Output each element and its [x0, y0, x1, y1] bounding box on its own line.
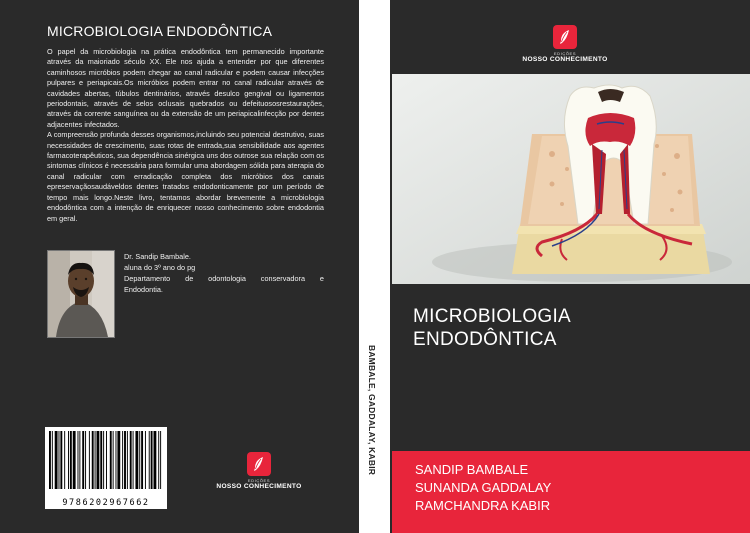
barcode-bar: [113, 431, 114, 489]
title-line: MICROBIOLOGIA: [413, 306, 572, 327]
tooth-model-image: [392, 74, 750, 284]
spine-authors: BAMBALE, GADDALAY, KABIR: [367, 345, 377, 476]
barcode: [45, 427, 167, 509]
title-line: ENDODÔNTICA: [413, 329, 557, 350]
author-bio-line: Departamento de odontologia conservadora e: [124, 274, 324, 283]
description-paragraph: O papel da microbiologia na prática endodôntica tem permanecido importante através da maioriado século XX. Ele nos ajuda a entender por que diferentes caminhosos micróbios podem chegar ao canal radicular e podem causar infecções pulpares e periapicais.Os micróbios podem entrar no canal radicular através de cavidades abertas, túbulos dentinários, através desulco gengival ou ligamentos periodontais, através de selos oclusais quebrados ou defeituososrestaurações, através da corrente sanguínea ou da extensão de um periapicalinfecção por dentes adjacentes infectados.: [47, 47, 324, 129]
barcode-bar: [149, 431, 150, 489]
barcode-bar: [154, 431, 157, 489]
author-bio-line: Endodontia.: [124, 285, 163, 294]
description-paragraph: A compreensão profunda desses organismos,incluindo seu potencial destrutivo, suas necessidades de crescimento, suas rotas de entrada,sua sensibilidade aos agentes farmacoterapêuticos, sua dependência sinérgica uns dos outrose sua relação com os sintomas clínicos é necessária para formular uma abordagem sólida para aterapia do canal radicular com erradicação completa dos micróbios dos canais epreservaçãosaudáveldos dentes tratados endodonticamente por um período de tempo mais longo.Neste livro, tentamos abordar brevemente a microbiologia endodôntica com a intenção de enriquecer nosso conhecimento sobre endodontia em geral.: [47, 130, 324, 223]
back-cover-description: [47, 47, 324, 224]
barcode-bar: [117, 431, 120, 489]
barcode-bar: [89, 431, 90, 489]
feather-icon: [247, 452, 271, 476]
author-bio: [124, 251, 324, 295]
barcode-bar: [60, 431, 62, 489]
barcode-bar: [141, 431, 143, 489]
barcode-bar: [100, 431, 102, 489]
publisher-small-label: EDIÇÕES: [247, 478, 271, 483]
barcode-bar: [135, 431, 138, 489]
barcode-bar: [151, 431, 153, 489]
barcode-bar: [97, 431, 100, 489]
barcode-bar: [68, 431, 69, 489]
barcode-bar: [158, 431, 159, 489]
barcode-bar: [73, 431, 76, 489]
barcode-bar: [92, 431, 94, 489]
barcode-bar: [78, 431, 79, 489]
barcode-bar: [122, 431, 123, 489]
author-photo: [47, 250, 115, 338]
barcode-bar: [64, 431, 65, 489]
author-name: RAMCHANDRA KABIR: [415, 498, 551, 513]
author-list: [415, 461, 551, 515]
back-cover-title: MICROBIOLOGIA ENDODÔNTICA: [47, 23, 273, 39]
publisher-name: NOSSO CONHECIMENTO: [522, 56, 608, 63]
barcode-bar: [55, 431, 58, 489]
barcode-number: 9786202967662: [62, 498, 150, 508]
barcode-bar: [106, 431, 107, 489]
barcode-bar: [79, 431, 80, 489]
author-bio-line: Dr. Sandip Bambale.: [124, 252, 191, 261]
publisher-small-label: EDIÇÕES: [553, 51, 577, 56]
barcode-bar: [130, 431, 132, 489]
barcode-bar: [116, 431, 117, 489]
publisher-name: NOSSO CONHECIMENTO: [216, 483, 302, 490]
barcode-bar: [59, 431, 60, 489]
barcode-bars: [45, 427, 167, 497]
barcode-bar: [95, 431, 96, 489]
author-bio-line: aluna do 3º ano do pg: [124, 263, 196, 272]
barcode-bar: [85, 431, 86, 489]
barcode-bar: [82, 431, 84, 489]
barcode-bar: [160, 431, 161, 489]
barcode-bar: [103, 431, 104, 489]
barcode-bar: [49, 431, 51, 489]
back-publisher-logo: [200, 452, 318, 490]
barcode-bar: [70, 431, 72, 489]
barcode-bar: [145, 431, 146, 489]
barcode-bar: [52, 431, 53, 489]
front-cover-title: [413, 305, 571, 351]
barcode-bar: [127, 431, 128, 489]
feather-icon: [553, 25, 577, 49]
author-name: SANDIP BAMBALE: [415, 462, 529, 477]
front-publisher-logo: [505, 25, 625, 63]
barcode-bar: [110, 431, 112, 489]
barcode-bar: [139, 431, 140, 489]
barcode-bar: [133, 431, 134, 489]
barcode-bar: [124, 431, 126, 489]
author-name: SUNANDA GADDALAY: [415, 480, 552, 495]
